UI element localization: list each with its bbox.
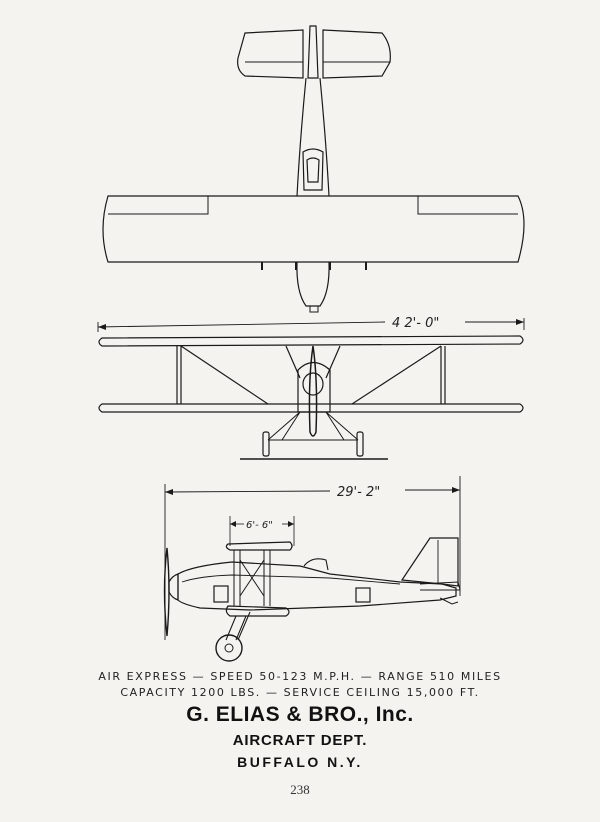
top-view [103, 26, 524, 312]
gap-dimension-label: 6'- 6" [246, 520, 273, 531]
top-view-fuselage [297, 78, 329, 196]
top-view-wing [103, 196, 524, 262]
side-view [165, 538, 461, 661]
top-view-tail [238, 30, 391, 78]
side-view-lower-wing [226, 606, 289, 616]
side-view-cabin-window [356, 588, 370, 602]
side-view-wheel [216, 635, 242, 661]
length-dimension-label: 29'- 2" [337, 485, 381, 500]
side-view-upper-wing [226, 542, 292, 550]
company-department: AIRCRAFT DEPT. [232, 732, 368, 749]
page-number: 238 [290, 782, 310, 797]
side-view-cabin-window [214, 586, 228, 602]
length-dimension [165, 476, 460, 640]
span-dimension-label: 4 2'- 0" [392, 316, 440, 331]
spec-line-speed-range: AIR EXPRESS — SPEED 50-123 M.P.H. — RANGE 510 MILES [98, 670, 502, 683]
front-view-propeller [309, 346, 316, 436]
front-view-lower-wing [99, 404, 523, 412]
top-view-cockpit [303, 149, 323, 190]
side-view-struts [234, 550, 270, 606]
span-dimension [98, 318, 524, 332]
company-city: BUFFALO N.Y. [237, 754, 363, 770]
company-name: G. ELIAS & BRO., Inc. [186, 703, 414, 726]
side-view-tail-fin [402, 538, 458, 586]
side-view-propeller [165, 548, 170, 636]
front-view-upper-wing [99, 336, 523, 346]
top-view-rudder [308, 26, 318, 78]
spec-line-capacity-ceiling: CAPACITY 1200 LBS. — SERVICE CEILING 15,000 FT. [120, 686, 480, 699]
front-view [99, 336, 523, 459]
